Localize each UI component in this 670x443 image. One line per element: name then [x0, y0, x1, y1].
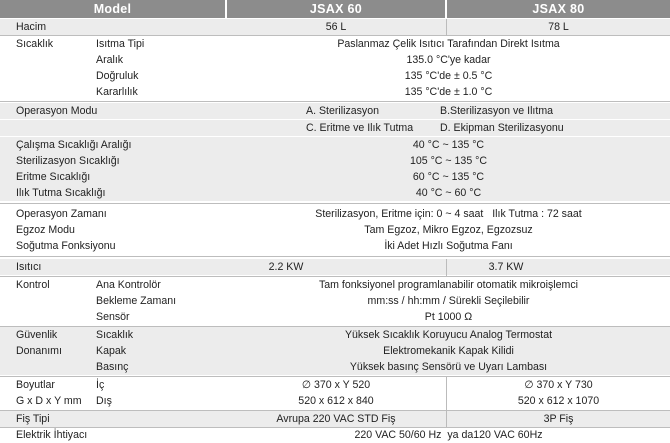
- value-elektrik: 220 VAC 50/60 Hz ya da120 VAC 60Hz: [354, 429, 543, 441]
- label-sensor: Sensör: [96, 311, 130, 323]
- value-mode-c: C. Eritme ve Ilık Tutma: [306, 122, 414, 134]
- row-separator: [0, 256, 670, 257]
- row-operasyon-modu: [0, 103, 670, 119]
- label-kararlilik: Kararlılık: [96, 86, 138, 98]
- label-egzoz: Egzoz Modu: [16, 224, 75, 236]
- label-isitma-tipi: Isıtma Tipi: [96, 38, 145, 50]
- label-dis: Dış: [96, 395, 112, 407]
- value-dis-80: 520 x 612 x 1070: [517, 395, 600, 407]
- value-fis-80: 3P Fiş: [543, 413, 574, 425]
- label-hacim: Hacim: [16, 21, 47, 33]
- value-fis-60: Avrupa 220 VAC STD Fiş: [276, 413, 396, 425]
- row-egzoz: [0, 222, 670, 238]
- row-sensor: [0, 309, 670, 325]
- label-isitici: Isıtıcı: [16, 261, 42, 273]
- row-kapak: [0, 343, 670, 359]
- value-isitici-80: 3.7 KW: [488, 261, 524, 273]
- label-fis: Fiş Tipi: [16, 413, 50, 425]
- value-ic-60: ∅ 370 x Y 520: [301, 379, 371, 391]
- value-hacim-80: 78 L: [548, 21, 569, 33]
- row-basinc: [0, 359, 670, 375]
- label-ic: İç: [96, 379, 105, 391]
- label-boyutlar: Boyutlar: [16, 379, 55, 391]
- value-ana-kontrol: Tam fonksiyonel programlanabilir otomatik mikroişlemci: [318, 279, 579, 291]
- row-bekleme: [0, 293, 670, 309]
- value-op-zamani: Sterilizasyon, Eritme için: 0 ~ 4 saat Ilık Tutma : 72 saat: [315, 208, 582, 220]
- row-elektrik: [0, 427, 670, 443]
- value-isitma-tipi: Paslanmaz Çelik Isıtıcı Tarafından Direkt Isıtma: [337, 38, 560, 50]
- value-eritme: 60 °C ~ 135 °C: [412, 171, 485, 183]
- value-dogruluk: 135 °C'de ± 0.5 °C: [404, 70, 493, 82]
- value-steril: 105 °C ~ 135 °C: [409, 155, 488, 167]
- label-aralik: Aralık: [96, 54, 124, 66]
- value-sogutma: İki Adet Hızlı Soğutma Fanı: [384, 240, 513, 252]
- row-calisma: [0, 137, 670, 153]
- value-guvenlik: Yüksek Sıcaklık Koruyucu Analog Termostat: [344, 329, 553, 341]
- row-ilik: [0, 185, 670, 201]
- label-kapak: Kapak: [96, 345, 127, 357]
- row-sogutma: [0, 238, 670, 254]
- label-steril: Sterilizasyon Sıcaklığı: [16, 155, 120, 167]
- value-ilik: 40 °C ~ 60 °C: [415, 187, 482, 199]
- column-divider: [446, 19, 447, 36]
- value-mode-a: A. Sterilizasyon: [306, 105, 380, 117]
- label-ilik: Ilık Tutma Sıcaklığı: [16, 187, 106, 199]
- row-ana-kontrol: [0, 277, 670, 293]
- row-dogruluk: [0, 68, 670, 84]
- value-ic-80: ∅ 370 x Y 730: [524, 379, 593, 391]
- value-calisma: 40 °C ~ 135 °C: [412, 139, 485, 151]
- row-fis: [0, 411, 670, 427]
- row-op-zamani: [0, 206, 670, 222]
- row-eritme: [0, 169, 670, 185]
- value-egzoz: Tam Egzoz, Mikro Egzoz, Egzozsuz: [364, 224, 533, 236]
- label-sicaklik: Sıcaklık: [16, 38, 54, 50]
- row-hacim: [0, 19, 670, 35]
- value-aralik: 135.0 °C'ye kadar: [406, 54, 491, 66]
- row-isitma-tipi: [0, 36, 670, 52]
- value-bekleme: mm:ss / hh:mm / Sürekli Seçilebilir: [367, 295, 530, 307]
- label-basinc: Basınç: [96, 361, 129, 373]
- label-guvenlik: Güvenlik: [16, 329, 58, 341]
- row-separator: [0, 101, 670, 102]
- row-steril: [0, 153, 670, 169]
- label-op-zamani: Operasyon Zamanı: [16, 208, 107, 220]
- value-sensor: Pt 1000 Ω: [424, 311, 473, 323]
- header-jsax60: JSAX 60: [227, 0, 445, 18]
- row-boyutlar: [0, 377, 670, 393]
- value-basinc: Yüksek basınç Sensörü ve Uyarı Lambası: [349, 361, 548, 373]
- value-isitici-60: 2.2 KW: [268, 261, 304, 273]
- label-ana-kontrol: Ana Kontrolör: [96, 279, 161, 291]
- label-operasyon-modu: Operasyon Modu: [16, 105, 98, 117]
- column-divider: [446, 259, 447, 276]
- header-model: Model: [0, 0, 225, 18]
- label-elektrik: Elektrik İhtiyacı: [16, 429, 88, 441]
- label-dogruluk: Doğruluk: [96, 70, 139, 82]
- value-mode-d: D. Ekipman Sterilizasyonu: [440, 122, 564, 134]
- row-guvenlik: [0, 327, 670, 343]
- row-operasyon-modu-2: [0, 120, 670, 136]
- value-kapak: Elektromekanik Kapak Kilidi: [383, 345, 514, 357]
- label-eritme: Eritme Sıcaklığı: [16, 171, 91, 183]
- header-jsax80: JSAX 80: [447, 0, 670, 18]
- label-gdy: G x D x Y mm: [16, 395, 82, 407]
- value-dis-60: 520 x 612 x 840: [298, 395, 374, 407]
- label-sogutma: Soğutma Fonksiyonu: [16, 240, 116, 252]
- label-donanimi: Donanımı: [16, 345, 62, 357]
- row-kararlilik: [0, 84, 670, 100]
- row-separator: [0, 203, 670, 204]
- label-bekleme: Bekleme Zamanı: [96, 295, 177, 307]
- label-sicaklik-koruma: Sıcaklık: [96, 329, 134, 341]
- row-dis: [0, 393, 670, 409]
- value-mode-b: B.Sterilizasyon ve Ilıtma: [440, 105, 554, 117]
- row-isitici: [0, 259, 670, 275]
- row-aralik: [0, 52, 670, 68]
- column-divider: [446, 377, 447, 427]
- label-kontrol: Kontrol: [16, 279, 50, 291]
- value-hacim-60: 56 L: [325, 21, 347, 33]
- label-calisma: Çalışma Sıcaklığı Aralığı: [16, 139, 132, 151]
- value-kararlilik: 135 °C'de ± 1.0 °C: [404, 86, 493, 98]
